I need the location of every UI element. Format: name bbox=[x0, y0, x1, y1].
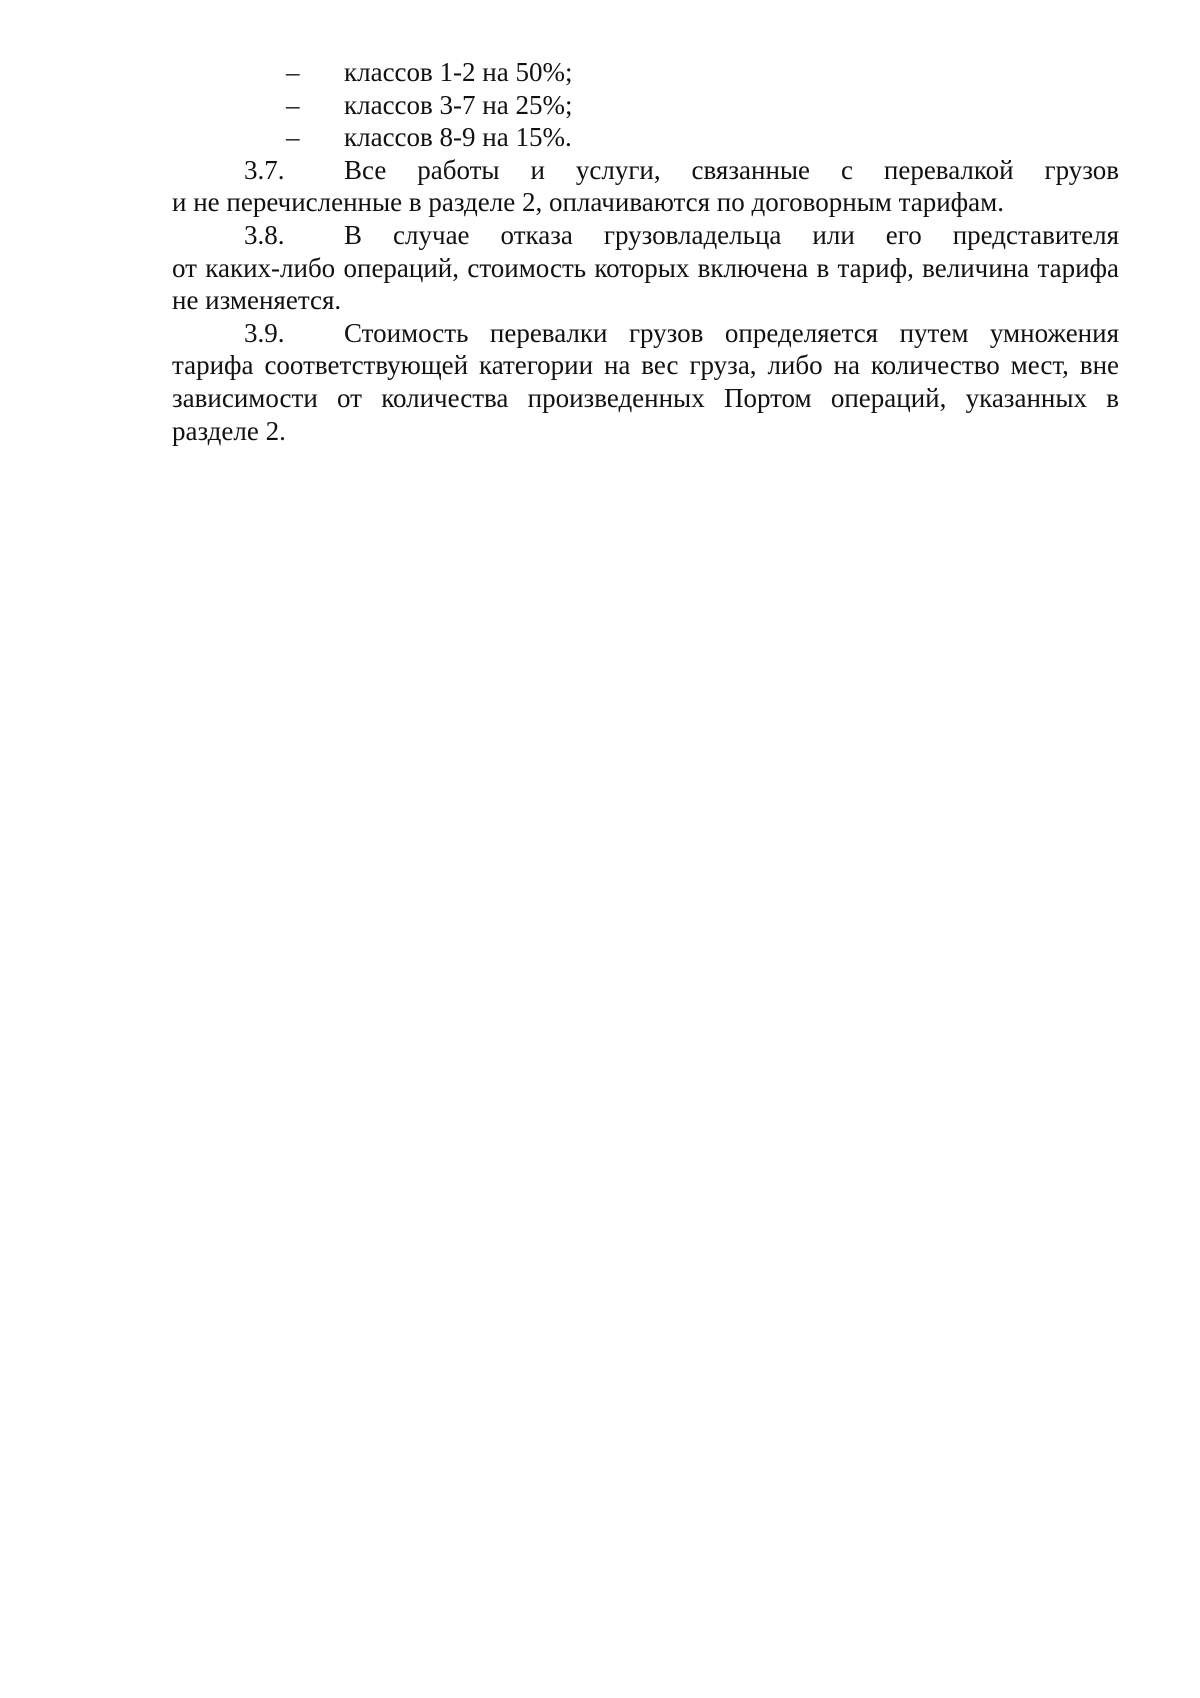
paragraph-first-line: В случае отказа грузовладельца или его представителя bbox=[344, 219, 1119, 250]
list-dash: – bbox=[286, 122, 300, 153]
paragraph-text: тарифа соответствующей категории на вес груза, либо на количество мест, вне зависимости от количества произведенных Портом операций, указанных в разделе 2. bbox=[172, 350, 1119, 446]
list-item-text: классов 1-2 на 50%; bbox=[344, 57, 573, 87]
list-item bbox=[172, 121, 1119, 154]
paragraph-first-line: Стоимость перевалки грузов определяется путем умножения bbox=[344, 317, 1119, 348]
list-item bbox=[172, 89, 1119, 122]
paragraph-number: 3.7. bbox=[244, 154, 285, 185]
list-dash: – bbox=[286, 57, 300, 87]
document-body bbox=[172, 56, 1119, 447]
paragraph-text: от каких-либо операций, стоимость которых включена в тариф, величина тарифа не изменяется. bbox=[172, 252, 1119, 316]
paragraph-first-line: Все работы и услуги, связанные с перевалкой грузов bbox=[344, 154, 1119, 185]
list-item bbox=[172, 56, 1119, 89]
paragraph-number: 3.9. bbox=[244, 317, 285, 348]
paragraph-3-7 bbox=[172, 154, 1119, 219]
list-dash: – bbox=[286, 89, 300, 120]
list-item-text: классов 3-7 на 25%; bbox=[344, 89, 573, 120]
paragraph-3-8 bbox=[172, 219, 1119, 317]
paragraph-text: и не перечисленные в разделе 2, оплачиваются по договорным тарифам. bbox=[172, 187, 1004, 218]
paragraph-3-9 bbox=[172, 317, 1119, 447]
paragraph-number: 3.8. bbox=[244, 219, 285, 250]
list-item-text: классов 8-9 на 15%. bbox=[344, 122, 572, 153]
